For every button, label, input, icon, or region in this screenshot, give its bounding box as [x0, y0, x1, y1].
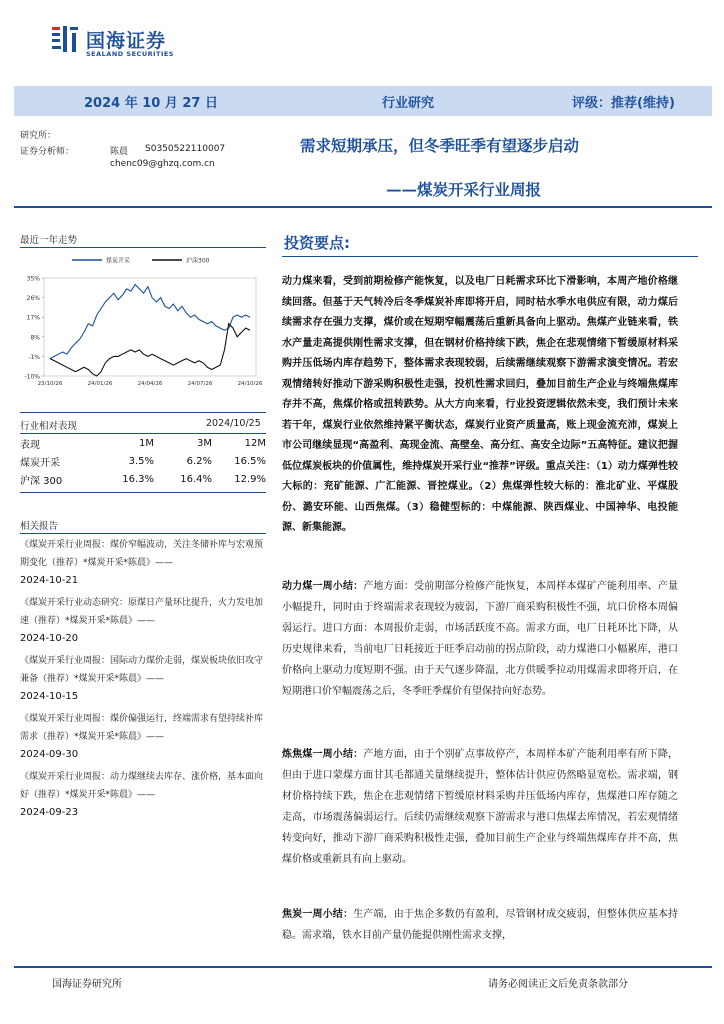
related-report-date: 2024-09-30	[20, 749, 79, 760]
related-report-title[interactable]: 《煤炭开采行业动态研究：原煤日产量环比提升，火力发电加速（推荐）*煤炭开采*陈晨》——	[20, 598, 264, 626]
footer-right: 请务必阅读正文后免责条款部分	[488, 979, 628, 990]
logo-en-text: SEALAND SECURITIES	[86, 50, 174, 58]
chart-heading-rule	[20, 247, 266, 248]
row-3m: 16.4%	[180, 473, 212, 485]
related-heading: 相关报告	[20, 521, 59, 532]
para-text: 产地方面，由于个别矿点事故停产，本周样本矿产能利用率有所下降，但由于进口蒙煤方面甘其毛都通关量继续提升，整体估计供应仍然略显宽松。需求端，钢材价格持续下跌，焦企在悲观情绪下暂缓原材料采购并压低场内库存，焦煤港口库存随之走高，市场震荡偏弱运行。后续仍需继续观察下游需求与港口焦煤去库情况，若宏观情绪转变向好，推动下游厂商采购积极性走强，叠加目前生产企业与终端焦煤库存并不高，焦煤价格或重新具有向上驱动。	[282, 749, 679, 865]
y-tick-label: 35%	[26, 275, 40, 283]
legend-label: 沪深300	[186, 257, 210, 265]
related-heading-rule	[20, 533, 266, 534]
related-report-title[interactable]: 《煤炭开采行业周报：动力煤继续去库存、涨价格，基本面向好（推荐）*煤炭开采*陈晨》——	[20, 772, 264, 800]
company-logo	[50, 20, 190, 64]
para-lead: 焦炭一周小结：	[282, 909, 354, 920]
analyst-code: S0350522110007	[145, 144, 226, 154]
x-tick-label: 24/10/26	[237, 381, 263, 387]
report-type: 行业研究	[382, 96, 435, 111]
report-title: 需求短期承压，但冬季旺季有望逐步启动	[300, 136, 580, 155]
analyst-name: 陈晨	[110, 147, 129, 157]
researcher-label: 研究所：	[20, 131, 57, 141]
related-report-date: 2024-10-20	[20, 633, 79, 644]
y-tick-label: -10%	[24, 373, 40, 381]
table-header-row	[20, 434, 266, 452]
col-header: 12M	[244, 437, 266, 449]
coke-summary	[282, 904, 678, 946]
related-report-date: 2024-09-23	[20, 807, 79, 818]
related-report-date: 2024-10-21	[20, 575, 79, 586]
series-line	[50, 324, 250, 376]
row-name: 沪深 300	[20, 475, 63, 487]
related-report-title[interactable]: 《煤炭开采行业周报：煤价偏强运行，终端需求有望持续补库需求（推荐）*煤炭开采*陈晨》——	[20, 714, 264, 742]
related-report-item[interactable]	[20, 536, 266, 590]
perf-bottom-rule	[20, 492, 266, 493]
para-text: 生产端，由于焦企多数仍有盈利，尽管钢材成交疲弱，但整体供应基本持稳。需求端，铁水目前产量仍能提供刚性需求支撑，	[282, 909, 679, 941]
analyst-email[interactable]: chenc09@ghzq.com.cn	[110, 159, 215, 169]
x-tick-label: 23/10/26	[37, 381, 63, 387]
table-row	[20, 452, 266, 470]
y-tick-label: 8%	[30, 334, 40, 342]
legend-label: 煤炭开采	[106, 257, 131, 265]
analyst-label: 证券分析师：	[20, 147, 75, 157]
x-tick-label: 24/01/26	[87, 381, 113, 387]
related-report-item[interactable]	[20, 652, 266, 706]
y-tick-label: 17%	[26, 314, 40, 322]
para-lead: 动力煤一周小结：	[282, 581, 364, 592]
trend-chart	[20, 250, 268, 390]
y-tick-label: -1%	[28, 353, 40, 361]
col-header: 表现	[20, 439, 40, 451]
row-1m: 16.3%	[122, 473, 154, 485]
related-report-item[interactable]	[20, 594, 266, 648]
x-tick-label: 24/07/26	[187, 381, 213, 387]
para-lead: 炼焦煤一周小结：	[282, 749, 364, 760]
col-header: 1M	[139, 437, 154, 449]
related-report-title[interactable]: 《煤炭开采行业周报：煤价窄幅波动，关注冬储补库与宏观预期变化（推荐）*煤炭开采*陈晨》——	[20, 540, 264, 568]
row-12m: 16.5%	[234, 455, 266, 467]
related-report-title[interactable]: 《煤炭开采行业周报：国际动力煤价走弱，煤炭板块依旧攻守兼备（推荐）*煤炭开采*陈晨》——	[20, 656, 264, 684]
performance-date: 2024/10/25	[206, 418, 261, 429]
report-subtitle: ——煤炭开采行业周报	[386, 180, 542, 199]
logo-cn-text: 国海证券	[86, 30, 167, 52]
header-banner	[14, 86, 712, 116]
row-name: 煤炭开采	[20, 457, 60, 469]
coking-coal-summary	[282, 744, 678, 870]
section-title: 投资要点:	[284, 234, 350, 252]
table-row	[20, 470, 266, 488]
performance-heading: 行业相对表现	[20, 421, 78, 432]
row-1m: 3.5%	[128, 455, 154, 467]
series-line	[50, 285, 250, 359]
performance-table	[20, 434, 266, 488]
report-date: 2024 年 10 月 27 日	[84, 96, 218, 111]
para-text: 产地方面：受前期部分检修产能恢复，本周样本煤矿产能利用率、产量小幅提升，同时由于终端需求表现较为疲弱，下游厂商采购积极性不强，坑口价格本周偏弱运行。进口方面：本周报价走弱，市场活跃度不高。需求方面，电厂日耗环比下降，从历史规律来看，当前电厂日耗接近于旺季启动前的拐点阶段，动力煤港口小幅累库，港口价格向上驱动力度短期不强。由于天气逐步降温，北方供暖季拉动用煤需求即将开启，在短期港口价窄幅震荡之后，冬季旺季煤价有望保持向好态势。	[282, 581, 679, 697]
perf-head-rule	[20, 433, 266, 434]
header-divider	[14, 206, 712, 208]
related-report-date: 2024-10-15	[20, 691, 79, 702]
footer-divider	[14, 966, 712, 968]
chart-heading: 最近一年走势	[20, 235, 78, 246]
row-12m: 12.9%	[234, 473, 266, 485]
x-tick-label: 24/04/26	[137, 381, 163, 387]
related-report-item[interactable]	[20, 768, 266, 822]
investment-summary: 动力煤来看，受到前期检修产能恢复，以及电厂日耗需求环比下滑影响，本周产地价格继续回落。但基于天气转冷后冬季煤炭补库即将开启，同时枯水季水电供应有限，动力煤后续需求存在强力支撑，煤价或在短期窄幅震荡后重新具备向上驱动。焦煤产业链来看，铁水产量走高提供刚性需求支撑，但在钢材价格持续下跌，焦企在悲观情绪下暂缓原材料采购并压低场内库存趋势下，整体需求表现较弱，后续需继续观察下游需求演变情况。若宏观情绪转好推动下游采购积极性走强，投机性需求回归，叠加目前生产企业与终端焦煤库存并不高，焦煤价格或扭转跌势。从大方向来看，行业投资逻辑依然未变，我们预计未来若干年，煤炭行业依然维持紧平衡状态，煤炭行业资产质量高，账上现金流充沛，煤炭上市公司继续显现“高盈利、高现金流、高壁垒、高分红、高安全边际”五高特征。建议把握低位煤炭板块的价值属性，维持煤炭开采行业“推荐”评级。重点关注：（1）动力煤弹性较大标的：兖矿能源、广汇能源、晋控煤业。（2）焦煤弹性较大标的：淮北矿业、平煤股份、潞安环能、山西焦煤。（3）稳健型标的：中煤能源、陕西煤业、中国神华、电投能源、新集能源。	[282, 276, 678, 533]
sealand-logo-icon	[50, 24, 80, 54]
section-rule	[282, 256, 698, 257]
rating: 评级：推荐(维持)	[572, 96, 675, 111]
footer-left: 国海证券研究所	[52, 979, 122, 990]
y-tick-label: 26%	[26, 295, 40, 303]
related-report-item[interactable]	[20, 710, 266, 764]
perf-top-rule	[20, 412, 266, 413]
thermal-coal-summary	[282, 576, 678, 702]
col-header: 3M	[197, 437, 212, 449]
row-3m: 6.2%	[186, 455, 212, 467]
